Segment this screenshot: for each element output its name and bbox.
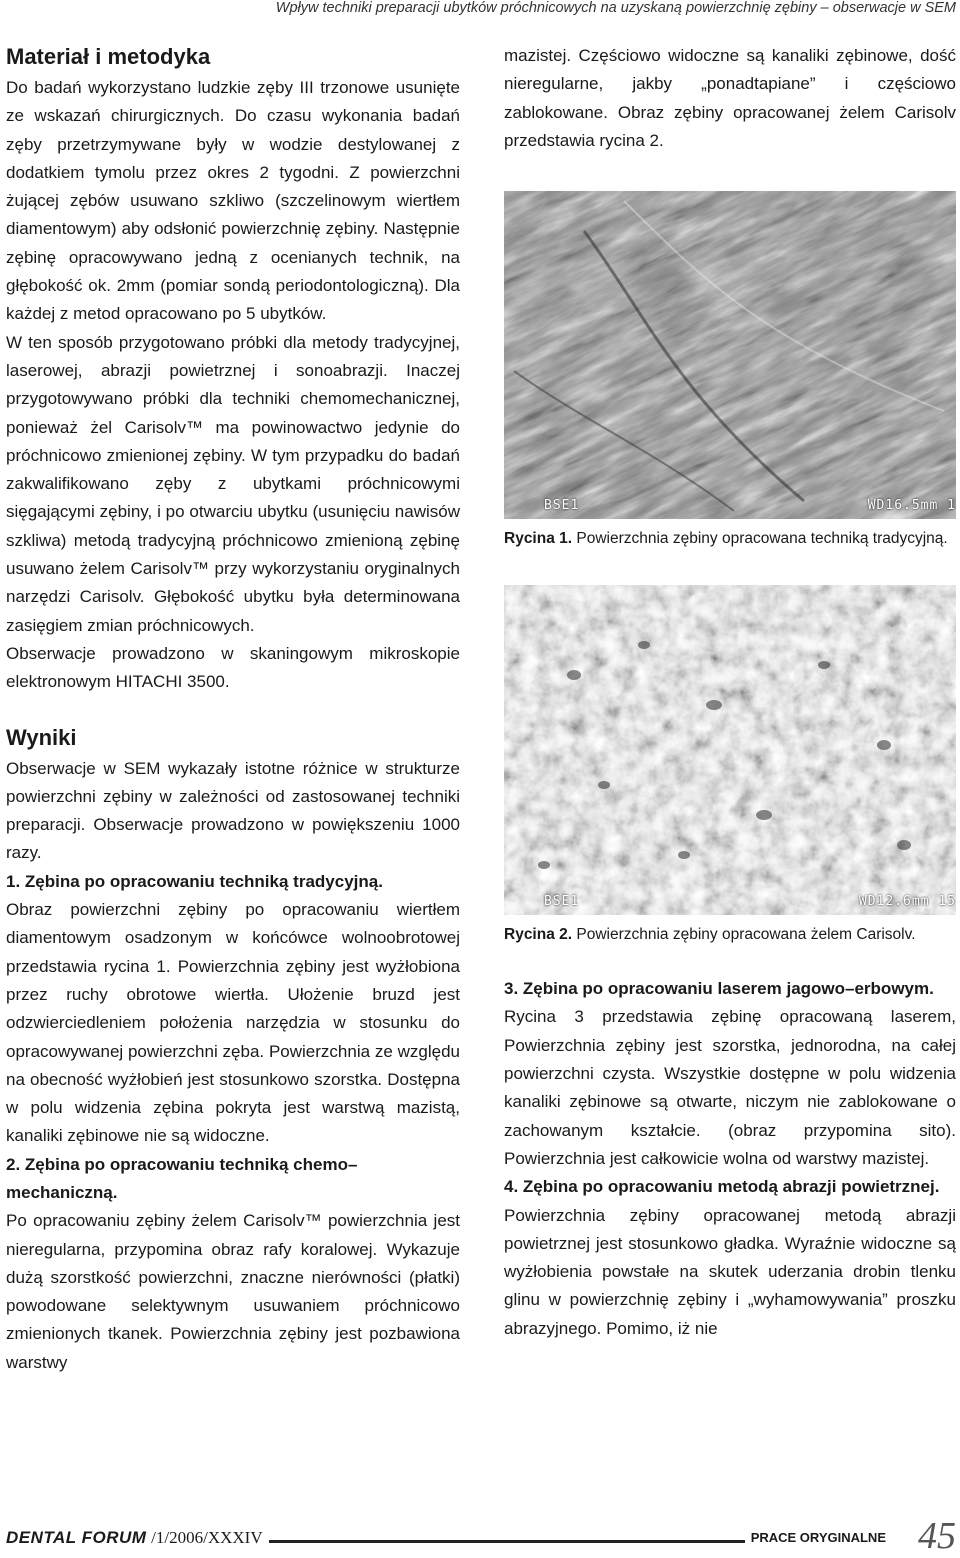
section-title-results: Wyniki (6, 724, 77, 750)
subheading-chemomechanical: 2. Zębina po opracowaniu techniką chemo–mechaniczną. (6, 1154, 358, 1202)
left-column (6, 42, 460, 1377)
section-label: PRACE ORYGINALNE (745, 1530, 892, 1545)
results-paragraph-1: Obserwacje w SEM wykazały istotne różnice w strukturze powierzchni zębiny w zależności od zastosowanej techniki preparacji. Obserwacje prowadzono w powiększeniu 1000 razy. (6, 758, 460, 863)
figure-2-caption-text: Powierzchnia zębiny opracowana żelem Carisolv. (576, 926, 916, 944)
methods-paragraph-3: Obserwacje prowadzono w skaningowym mikroskopie elektronowym HITACHI 3500. (6, 643, 460, 692)
journal-issue: /1/2006/XXXIV (151, 1528, 263, 1547)
subheading-traditional: 1. Zębina po opracowaniu techniką tradycyjną. (6, 871, 383, 891)
figure-1-caption (504, 529, 956, 549)
fig2-overlay-left: BSE1 (544, 894, 580, 910)
fig1-overlay-right: WD16.5mm 1 (867, 498, 956, 514)
fig1-overlay-left: BSE1 (544, 498, 580, 514)
running-header: Wpływ techniki preparacji ubytków próchnicowych na uzyskaną powierzchnię zębiny – obserwacje w SEM (275, 0, 956, 16)
figure-2-caption (504, 925, 956, 945)
right-column (504, 42, 956, 1343)
subheading-air-abrasion: 4. Zębina po opracowaniu metodą abrazji powietrznej. (504, 1177, 940, 1197)
figure-2-label: Rycina 2. (504, 926, 573, 944)
section-title-methods: Materiał i metodyka (6, 44, 211, 69)
methods-paragraph-2: W ten sposób przygotowano próbki dla metody tradycyjnej, laserowej, abrazji powietrznej i sonoabrazji. Inaczej przygotowywano próbki dla techniki chemomechanicznej, ponieważ żel Carisolv™ ma powinowactwo jedynie do próchnicowo zmienionej zębiny. W tym przypadku do badań zakwalifikowano zęby z ubytkami próchnicowymi sięgającymi zębiny, i po otwarciu ubytku (usunięciu nawisów szkliwa) metodą tradycyjną próchnicowo zmienioną zębinę usuwano żelem Carisolv™ przy wykorzystaniu oryginalnych narzędzi Carisolv. Głębokość ubytku była determinowana zasięgiem zmian próchnicowych. (6, 332, 460, 635)
traditional-paragraph: Obraz powierzchni zębiny po opracowaniu wiertłem diamentowym osadzonym w końcówce wolnoobrotowej przedstawia rycina 1. Powierzchnia zębiny jest wyżłobiona przez ruchy obrotowe wiertła. Ułożenie bruzd jest odzwierciedleniem położenia narzędzia w stosunku do opracowywanej powierzchni zęba. Powierzchnia ze względu na obecność wyżłobień jest stosunkowo szorstka. Dostępna w polu widzenia zębina pokryta jest warstwą mazistą, kanaliki zębinowe nie są widoczne. (6, 900, 460, 1146)
chemomechanical-paragraph: Po opracowaniu zębiny żelem Carisolv™ powierzchnia jest nieregularna, przypomina obraz rafy koralowej. Wykazuje dużą szorstkość powierzchni, znaczne nierówności (płatki) powodowane selektywnym usuwaniem próchnicowo zmienionych tkanek. Powierzchnia zębiny jest pozbawiona warstwy (6, 1211, 460, 1372)
journal-name (6, 1528, 269, 1548)
journal-brand: DENTAL FORUM (6, 1528, 147, 1547)
page-number: 45 (918, 1515, 956, 1557)
page-footer (0, 1515, 960, 1558)
figure-1-caption-text: Powierzchnia zębiny opracowana techniką tradycyjną. (576, 530, 948, 548)
figure-1-label: Rycina 1. (504, 530, 573, 548)
figure-1-sem-image (504, 191, 956, 519)
air-abrasion-paragraph: Powierzchnia zębiny opracowanej metodą abrazji powietrznej jest stosunkowo gładka. Wyraźnie widoczne są wyżłobienia powstałe na skutek uderzania drobin tlenku glinu w powierzchnię zębiny i „wyhamowywania” proszku abrazyjnego. Pomimo, iż nie (504, 1205, 956, 1338)
laser-paragraph: Rycina 3 przedstawia zębinę opracowaną laserem, Powierzchnia zębiny jest szorstka, jednorodna, na całej powierzchni czysta. Wszystkie dostępne w polu widzenia kanaliki zębinowe są otwarte, niczym nie zablokowane o zachowanym kształcie. (obraz przypomina sito). Powierzchnia jest całkowicie wolna od warstwy mazistej. (504, 1007, 956, 1168)
subheading-laser: 3. Zębina po opracowaniu laserem jagowo–erbowym. (504, 979, 934, 999)
fig2-overlay-right: WD12.6mm 15 (858, 894, 956, 910)
continued-paragraph: mazistej. Częściowo widoczne są kanaliki zębinowe, dość nieregularne, jakby „ponadtapiane” i częściowo zablokowane. Obraz zębiny opracowanej żelem Carisolv przedstawia rycina 2. (504, 46, 956, 150)
figure-2-sem-image (504, 585, 956, 915)
methods-paragraph-1: Do badań wykorzystano ludzkie zęby III trzonowe usunięte ze wskazań chirurgicznych. Do czasu wykonania badań zęby przetrzymywane były w wodzie destylowanej z dodatkiem tymolu przez okres 2 tygodni. Z powierzchni żującej zębów usuwano szkliwo (szczelinowym wiertłem diamentowym) aby odsłonić powierzchnię zębiny. Następnie zębinę opracowywano jedną z ocenianych technik, na głębokość ok. 2mm (pomiar sondą periodontologiczną). Dla każdej z metod opracowano po 5 ubytków. (6, 78, 460, 324)
